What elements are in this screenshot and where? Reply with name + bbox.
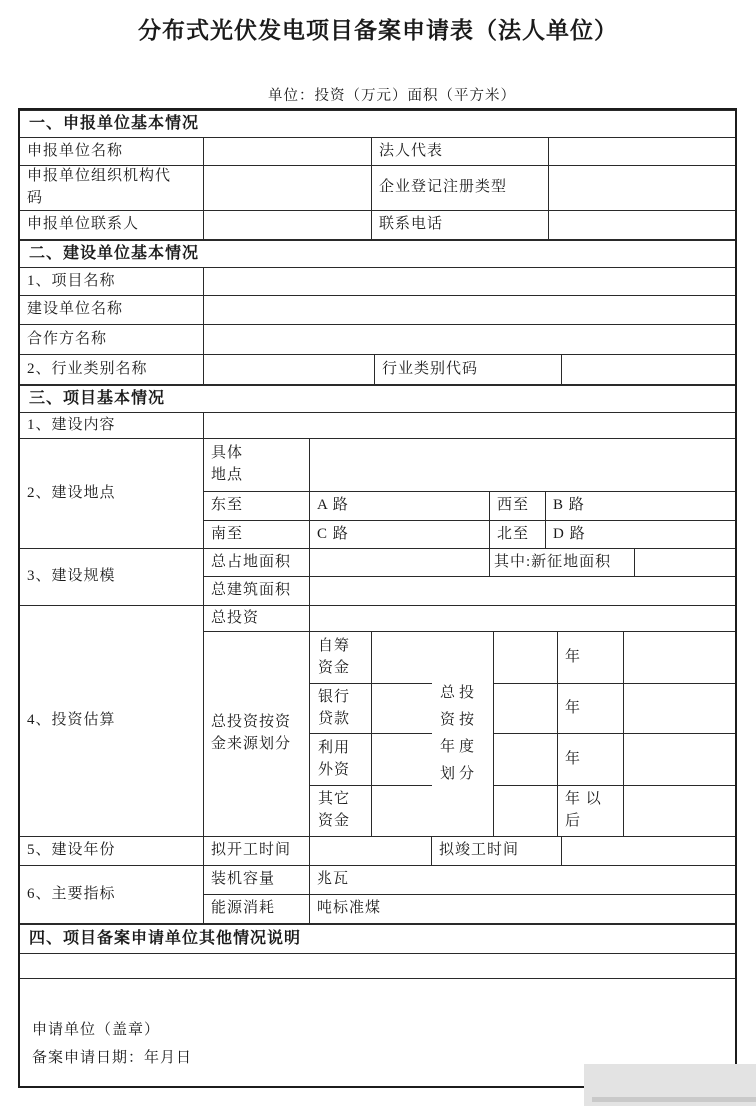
label-energy-consumption: 能源消耗 [204, 895, 310, 923]
label-contact-phone: 联系电话 [372, 211, 549, 239]
label-installed-capacity: 装机容量 [204, 866, 310, 894]
label-year-2: 年 [558, 684, 624, 733]
application-form-table [18, 108, 737, 1088]
filing-date-note: 备案申请日期：年月日 [32, 1050, 193, 1066]
label-main-indicators: 6、主要指标 [20, 866, 204, 923]
input-registration-type[interactable] [549, 166, 735, 210]
input-year-after[interactable] [494, 786, 558, 836]
section-2-header: 二、建设单位基本情况 [29, 245, 200, 263]
input-foreign-capital-amount[interactable] [372, 734, 432, 785]
input-year-after-amount[interactable] [624, 786, 735, 836]
input-new-land-area[interactable] [635, 549, 735, 576]
input-energy-consumption-coal[interactable]: 吨标准煤 [317, 900, 382, 917]
input-south-road[interactable]: C 路 [310, 521, 490, 548]
label-registration-type: 企业登记注册类型 [372, 166, 549, 210]
input-construction-unit-name[interactable] [204, 296, 735, 324]
label-west-to: 西至 [490, 492, 546, 520]
label-project-name: 1、项目名称 [20, 268, 204, 295]
label-planned-start-time: 拟开工时间 [204, 837, 310, 865]
label-specific-location: 具体地点 [204, 439, 310, 491]
input-total-land-area[interactable] [310, 549, 490, 576]
input-self-funds-amount[interactable] [372, 632, 432, 683]
input-industry-category-code[interactable] [562, 355, 735, 384]
input-partner-name[interactable] [204, 325, 735, 354]
stamp-note: 申请单位（盖章） [32, 1022, 161, 1038]
input-north-road[interactable]: D 路 [553, 525, 586, 542]
label-investment-estimate: 4、投资估算 [20, 606, 204, 836]
input-total-building-area[interactable] [310, 577, 735, 605]
input-other-funds-amount[interactable] [372, 786, 432, 836]
label-source-other-funds: 其它资金 [310, 786, 372, 836]
input-installed-capacity-megawatt[interactable]: 兆瓦 [317, 871, 350, 888]
input-planned-completion-time[interactable] [562, 837, 735, 865]
input-west-road[interactable]: B 路 [553, 497, 585, 514]
label-total-investment: 总投资 [204, 606, 310, 631]
input-other-info[interactable] [20, 954, 735, 978]
input-project-name[interactable] [204, 268, 735, 295]
label-total-land-area: 总占地面积 [204, 549, 310, 576]
label-construction-content: 1、建设内容 [20, 413, 204, 438]
label-construction-site: 2、建设地点 [20, 439, 204, 548]
label-construction-years: 5、建设年份 [20, 837, 204, 865]
input-year-2-amount[interactable] [624, 684, 735, 733]
label-industry-category-name: 2、行业类别名称 [20, 355, 204, 384]
input-bank-loan-amount[interactable] [372, 684, 432, 733]
page-title: 分布式光伏发电项目备案申请表（法人单位） [138, 18, 618, 43]
label-year-after: 年 以 后 [558, 786, 624, 836]
label-construction-scale: 3、建设规模 [20, 549, 204, 605]
label-new-land-area: 其中:新征地面积 [490, 549, 635, 576]
label-north-to: 北至 [490, 521, 546, 548]
label-investment-by-source: 总投资按资金来源划分 [204, 632, 310, 836]
input-year-3-amount[interactable] [624, 734, 735, 785]
input-org-code[interactable] [204, 166, 372, 210]
input-contact-person[interactable] [204, 211, 372, 239]
label-investment-by-year: 总投资按年度划分 [432, 632, 494, 836]
input-planned-start-time[interactable] [310, 837, 432, 865]
label-applicant-name: 申报单位名称 [20, 138, 204, 165]
section-3-header: 三、项目基本情况 [29, 390, 166, 408]
label-year-3: 年 [558, 734, 624, 785]
label-planned-completion-time: 拟竣工时间 [432, 837, 562, 865]
input-east-road[interactable]: A 路 [310, 492, 490, 520]
label-source-foreign-capital: 利用外资 [310, 734, 372, 785]
input-specific-location[interactable] [310, 439, 735, 491]
label-construction-unit-name: 建设单位名称 [20, 296, 204, 324]
label-east-to: 东至 [204, 492, 310, 520]
label-partner-name: 合作方名称 [20, 325, 204, 354]
scan-artifact-edge [592, 1097, 756, 1102]
section-1-header: 一、申报单位基本情况 [29, 115, 200, 133]
input-legal-representative[interactable] [549, 138, 735, 165]
label-contact-person: 申报单位联系人 [20, 211, 204, 239]
input-applicant-name[interactable] [204, 138, 372, 165]
input-year-3[interactable] [494, 734, 558, 785]
input-year-1[interactable] [494, 632, 558, 683]
label-org-code: 申报单位组织机构代码 [20, 166, 204, 210]
label-legal-representative: 法人代表 [372, 138, 549, 165]
input-contact-phone[interactable] [549, 211, 735, 239]
label-year-1: 年 [558, 632, 624, 683]
label-industry-category-code: 行业类别代码 [375, 355, 562, 384]
section-4-header: 四、项目备案申请单位其他情况说明 [29, 930, 302, 948]
input-year-1-amount[interactable] [624, 632, 735, 683]
label-total-building-area: 总建筑面积 [204, 577, 310, 605]
unit-note: 单位：投资（万元）面积（平方米） [268, 88, 516, 104]
label-source-self-funds: 自筹资金 [310, 632, 372, 683]
input-industry-category-name[interactable] [204, 355, 375, 384]
label-source-bank-loan: 银行贷款 [310, 684, 372, 733]
label-south-to: 南至 [204, 521, 310, 548]
input-year-2[interactable] [494, 684, 558, 733]
input-construction-content[interactable] [204, 413, 735, 438]
input-total-investment[interactable] [310, 606, 735, 631]
